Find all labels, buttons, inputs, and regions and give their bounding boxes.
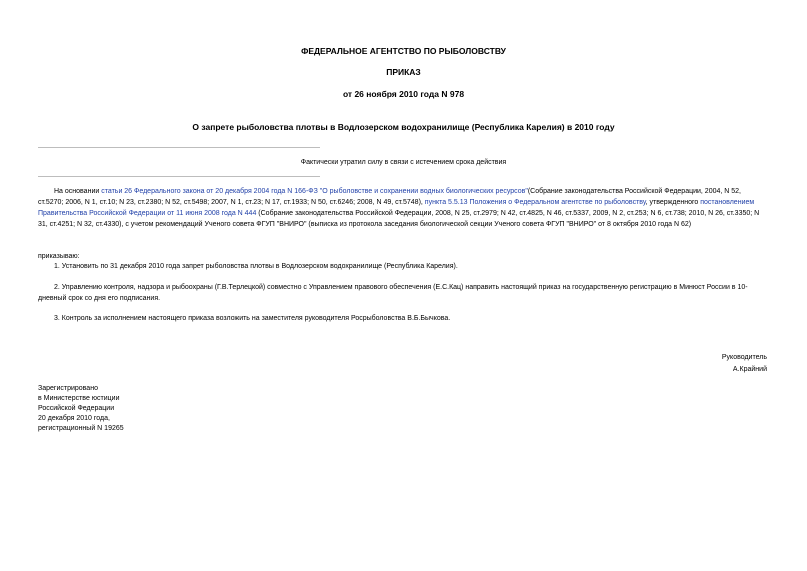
registration-line-2: в Министерстве юстиции [38,395,120,402]
regulation-clause-link[interactable]: пункта 5.5.13 Положения о Федеральном агентстве по рыболовству [424,199,646,206]
document-date-number: от 26 ноября 2010 года N 978 [342,89,465,99]
order-item-2: 2. Управлению контроля, надзора и рыбоохраны (Г.В.Терлецкой) совместно с Управлением правового обеспечения (Е.С.Кац) направить настоящий приказ на государственную регистрацию в Минюст России в 10-дневный срок со дня его подписания. [38,284,748,302]
federal-law-link[interactable]: статьи 26 Федерального закона от 20 декабря 2004 года N 166-ФЗ "О рыболовстве и сохранении водных биологических ресурсов" [101,188,528,195]
basis-middle-1: (Собрание законодательства Российской Федерации, 2004, N 52, ст.5270; 2006, N 1, ст.10; N 23, ст.2380; N 52, ст.5498; 2007, N 1, ст.23; N 17, ст.1933; N 50, ст.6246; 2008, N 49, ст.5748), [38,188,742,206]
signatory-position: Руководитель [721,354,767,361]
status-note: Фактически утратил силу в связи с истечением срока действия [300,159,507,166]
agency-name: ФЕДЕРАЛЬНОЕ АГЕНТСТВО ПО РЫБОЛОВСТВУ [301,46,506,56]
order-item-3: 3. Контроль за исполнением настоящего приказа возложить на заместителя руководителя Росрыболовства В.Б.Бычкова. [54,315,451,322]
status-divider-bottom [38,176,320,177]
basis-paragraph [38,186,768,230]
document-type: ПРИКАЗ [386,67,421,77]
basis-suffix: (Собрание законодательства Российской Федерации, 2008, N 25, ст.2979; N 42, ст.4825, N 46, ст.5337, 2009, N 2, ст.253; N 6, ст.738; 2010, N 26, ст.3350; N 31, ст.4251; N 32, ст.4330), с учетом рекомендаций Ученого совета ФГУП "ВНИРО" (выписка из протокола заседания биологической секции Ученого совета ФГУП "ВНИРО" от 8 октября 2010 года N 62) [38,210,760,228]
registration-line-5: регистрационный N 19265 [38,425,124,432]
registration-line-3: Российской Федерации [38,405,115,412]
basis-prefix: На основании [54,188,102,195]
registration-line-1: Зарегистрировано [38,385,98,392]
registration-line-4: 20 декабря 2010 года, [38,415,110,422]
government-decree-link[interactable]: постановлением Правительства Российской Федерации от 11 июня 2008 года N 444 [38,199,755,217]
document-subject: О запрете рыболовства плотвы в Водлозерском водохранилище (Республика Карелия) в 2010 году [192,122,615,132]
order-item-1: 1. Установить по 31 декабря 2010 года запрет рыболовства плотвы в Водлозерском водохранилище (Республика Карелия). [54,263,458,270]
registration-block [38,384,124,434]
signatory-name: А.Крайний [732,366,767,373]
signature-block [722,352,767,376]
basis-middle-2: , утвержденного [645,199,701,206]
status-divider-top [38,147,320,148]
order-word: приказываю: [38,253,80,260]
